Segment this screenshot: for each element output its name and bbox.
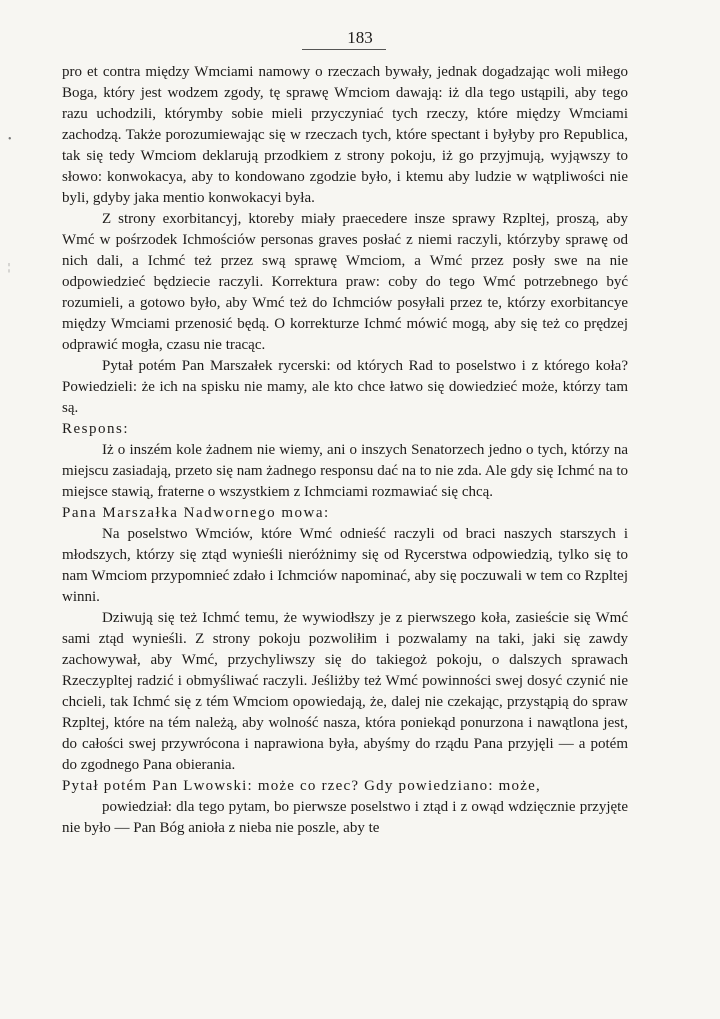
header-rule — [302, 49, 386, 50]
paragraph: Pytał potém Pan Marszałek rycerski: od których Rad to poselstwo i z którego koła? Powiedzieli: że ich na spisku nie mamy, ale kto chce łatwo się dowiedzieć może, którzy tam są. — [62, 358, 628, 416]
paragraph: pro et contra między Wmciami namowy o rzeczach bywały, jednak dogadzając woli miłego Boga, który jest wodzem zgody, tę sprawę Wmciom dawają: iż dla tego ustąpili, aby tego razu uchodzili, którymby sobie mieli przyczyniać tych rzeczy, które między Wmciami zachodzą. Także porozumiewając się w rzeczach tych, które spectant i byłyby pro Republica, tak się tedy Wmciom deklarują przodkiem z strony pokoju, iż go przyjmują, wyjąwszy to słowo: konwokacya, aby to kondowano zgodzie było, i ktemu aby ludzie w wątpliwości nie byli, gdyby jaka mentio konwokacyi była. — [62, 64, 628, 206]
paragraph: Dziwują się też Ichmć temu, że wywiodłszy je z pierwszego koła, zasieście się Wmć sami ztąd wynieśli. Z strony pokoju pozwoliłim i pozwalamy na taki, jaki się zawdy zachowywał, aby Wmć, przychyliwszy się do takiegoż pokoju, o dalszych sprawach Rzeczypltej radzić i obmyśliwać raczyli. Jeśliżby też Wmć powinności swej dosyć czynić nie chcieli, tak Ichmć się z tém Wmciom opowiedają, że, dalej nie czekając, przystąpią do spraw Rzpltej, które na tém należą, aby wolność nasza, która poniekąd ponurzona i nawątlona jest, do całości swej przywrócona i naprawiona była, abyśmy do rządu Pana przyjęli — a potém do zgodnego Pana obierania. — [62, 610, 628, 773]
paragraph: Iż o inszém kole żadnem nie wiemy, ani o inszych Senatorzech jedno o tych, którzy na miejscu zasiadają, przeto się nam żadnego responsu dać na to nie zda. Ale gdy się Ichmć na to miejsce stawią, fraterne o wszystkiem z Ichmciami rozmawiać się chcą. — [62, 442, 628, 500]
section-heading: Pana Marszałka Nadwornego mowa: — [62, 505, 330, 521]
page-body — [62, 62, 628, 839]
margin-mark: • — [8, 134, 12, 145]
paragraph: powiedział: dla tego pytam, bo pierwsze poselstwo i ztąd i z owąd wdzięcznie przyjęte nie było — Pan Bóg anioła z nieba nie poszle, aby te — [62, 799, 628, 836]
section-heading: Respons: — [62, 421, 130, 437]
paragraph: Na poselstwo Wmciów, które Wmć odnieść raczyli od braci naszych starszych i młodszych, którzy się ztąd wynieśli nieróżnimy się od Rycerstwa odpowiedzią, tylko się to nam Wmciom przypomnieć zdało i Ichmciów napominać, aby się poczuwali w tem co Rzpltej winni. — [62, 526, 628, 605]
paragraph: Z strony exorbitancyj, ktoreby miały praecedere insze sprawy Rzpltej, proszą, aby Wmć w pośrzodek Ichmościów personas graves posłać z niemi raczyli, którzyby sprawę od nich dali, a Ichmć też przez swą sprawę Wmciom, a Wmć przez posły swe na nie odpowiedzieć będziecie raczyli. Korrektura praw: coby do tego Wmć potrzebnego być rozumieli, a gotowo było, aby Wmć też do Ichmciów posyłali przez te, którzy exorbitancye między Wmciami przenosić będą. O korrekturze Ichmć mówić mogą, aby się też co prędzej odprawić mogła, czasu nie tracąc. — [62, 211, 628, 353]
paragraph: Pytał potém Pan Lwowski: może co rzec? Gdy powiedziano: może, — [62, 778, 541, 794]
page-number: 183 — [347, 28, 373, 47]
margin-mark: ¦ — [8, 262, 11, 273]
